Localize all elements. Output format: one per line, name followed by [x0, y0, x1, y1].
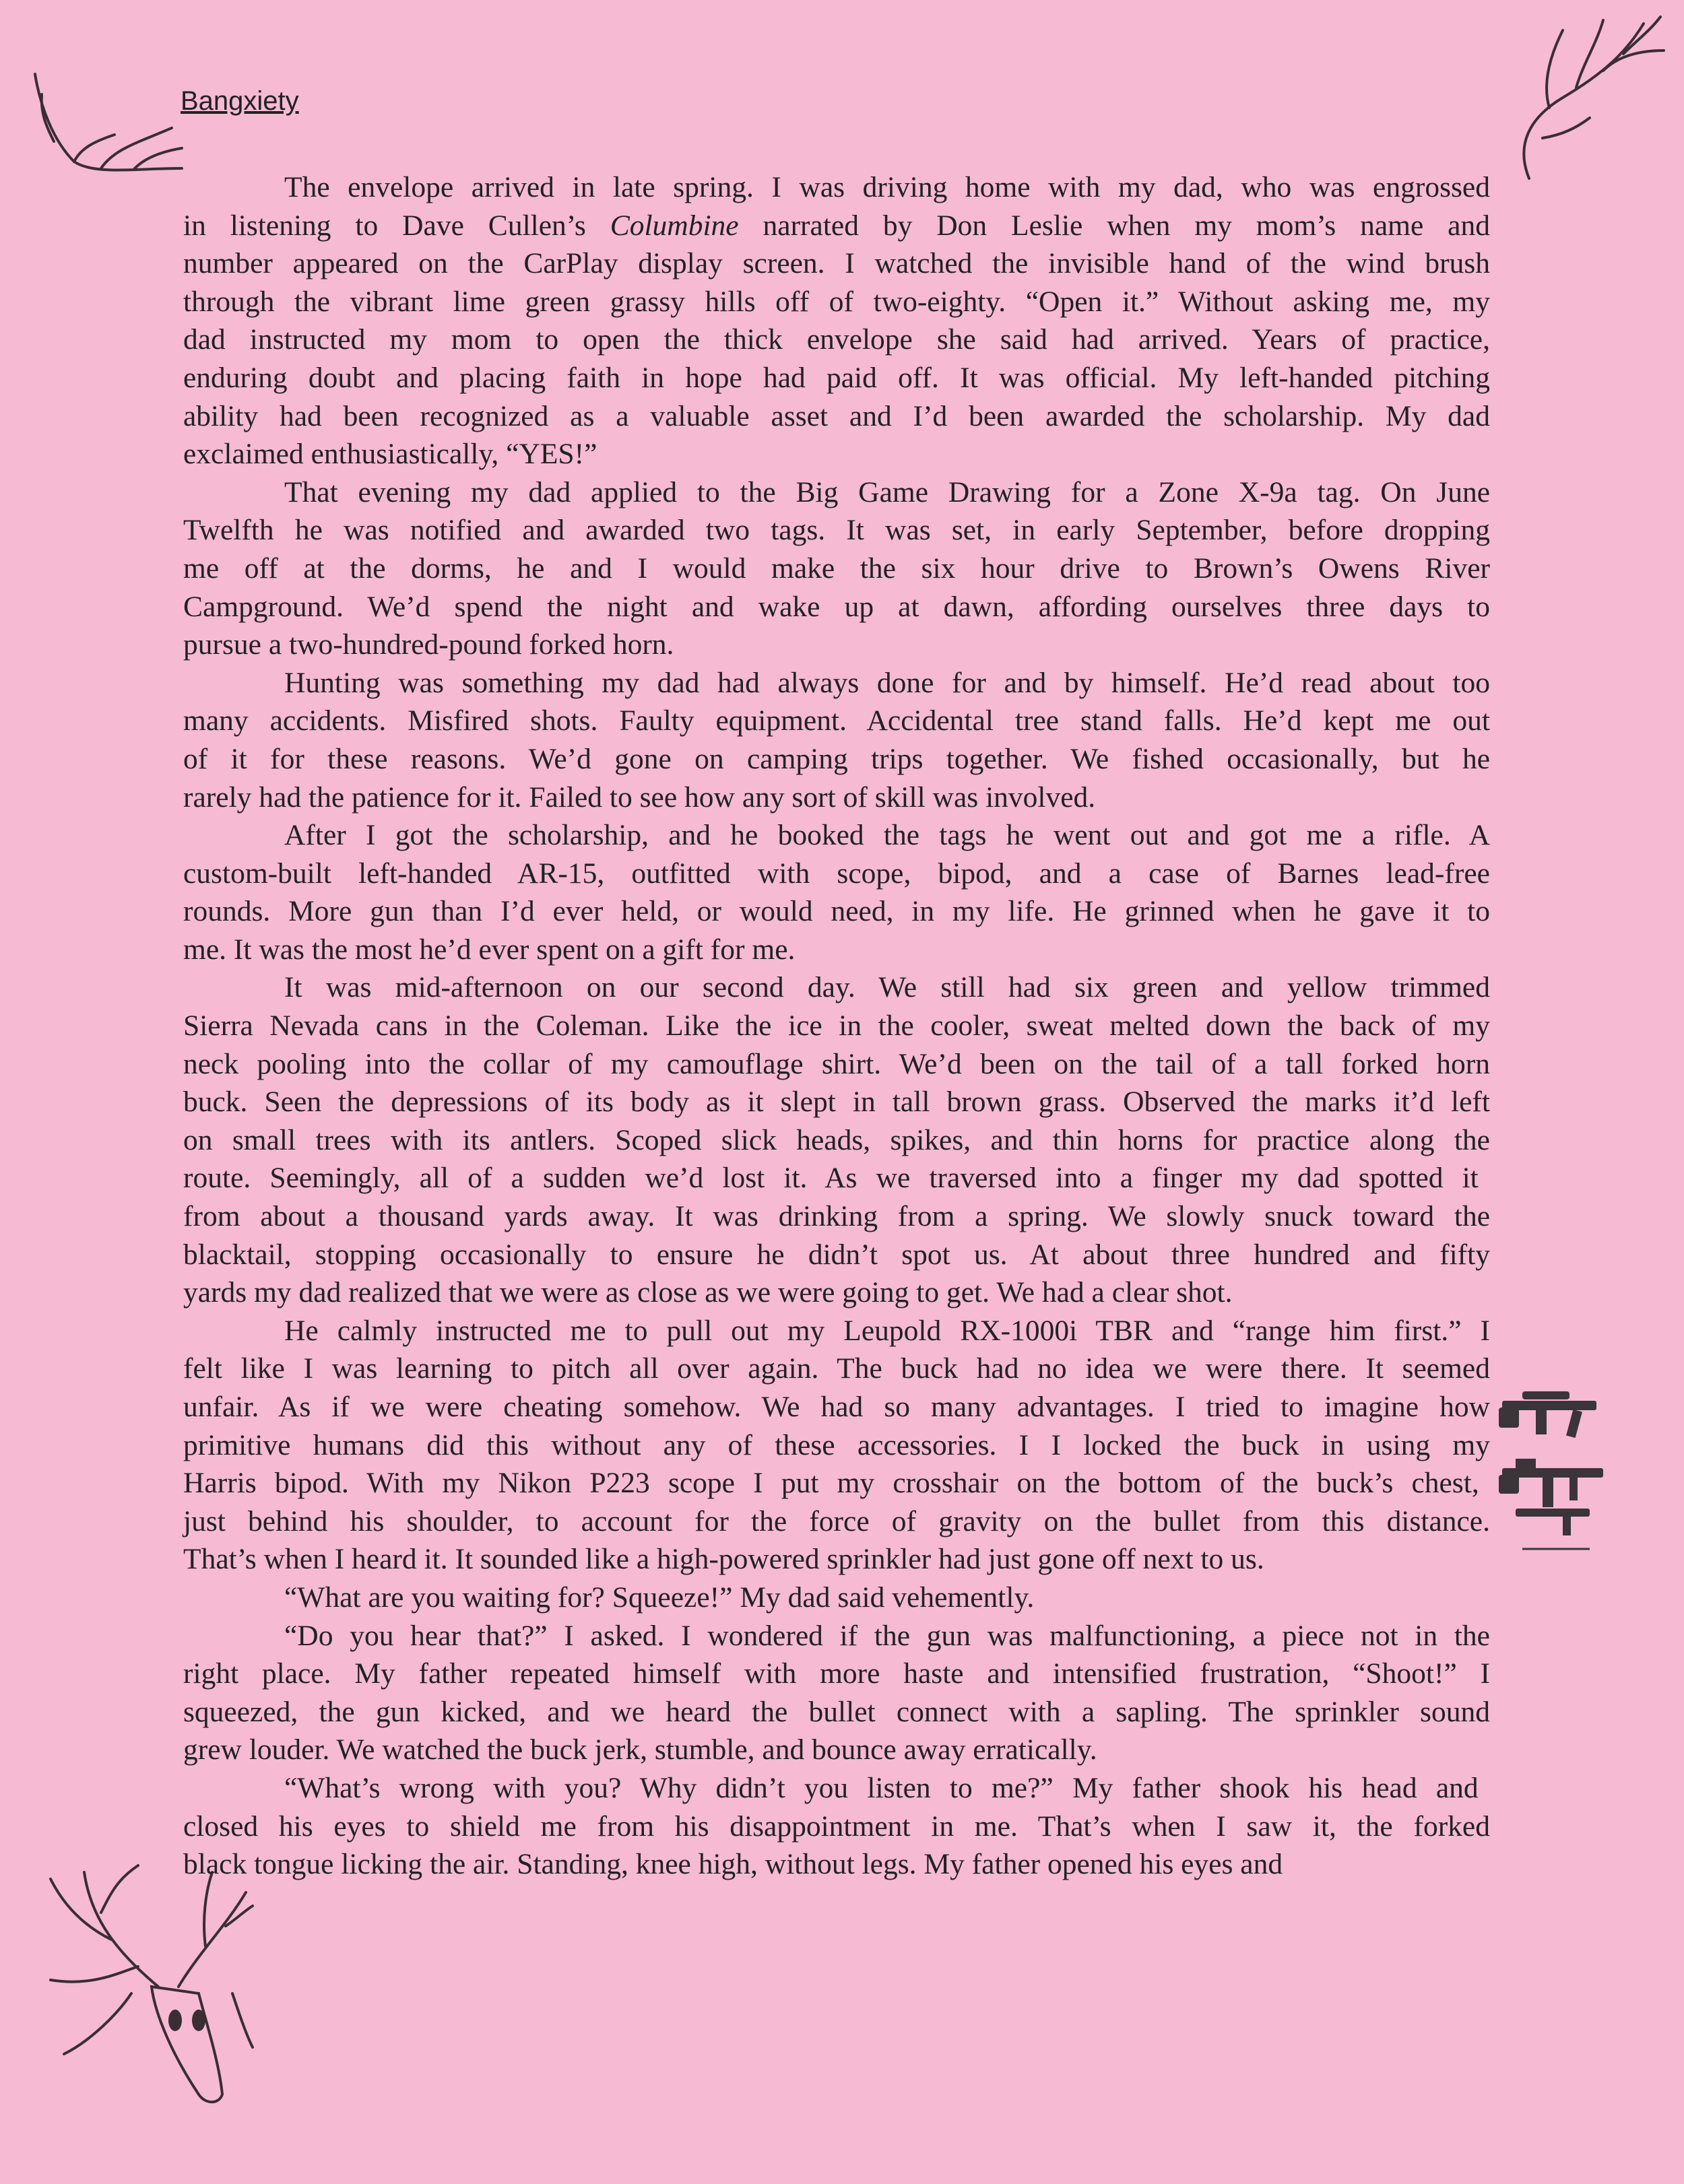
text-line: That evening my dad applied to the Big Game Drawing for a Zone X-9a tag. On June [284, 475, 1490, 508]
text-line: custom-built left-handed AR-15, outfitted with scope, bipod, and a case of Barnes lead-free [183, 857, 1490, 890]
text-line: yards my dad realized that we were as close as we were going to get. We had a clear shot. [183, 1276, 1233, 1309]
text-line: blacktail, stopping occasionally to ensure he didn’t spot us. At about three hundred and fifty [183, 1238, 1490, 1271]
text-line: enduring doubt and placing faith in hope had paid off. It was official. My left-handed pitching [183, 361, 1490, 394]
text-line: unfair. As if we were cheating somehow. We had so many advantages. I tried to imagine how [183, 1391, 1490, 1423]
text-line: me. It was the most he’d ever spent on a gift for me. [183, 933, 796, 966]
text-line: on small trees with its antlers. Scoped slick heads, spikes, and thin horns for practice along the [183, 1123, 1490, 1156]
text-line: many accidents. Misfired shots. Faulty equipment. Accidental tree stand falls. He’d kept me out [183, 704, 1490, 737]
text-line: After I got the scholarship, and he booked the tags he went out and got me a rifle. A [284, 819, 1490, 852]
text-line: in listening to Dave Cullen’s Columbine narrated by Don Leslie when my mom’s name and [183, 209, 1490, 242]
text-line: exclaimed enthusiastically, “YES!” [183, 438, 597, 471]
text-line: from about a thousand yards away. It was drinking from a spring. We slowly snuck toward the [183, 1200, 1490, 1233]
essay-body [183, 168, 1490, 1884]
text-line: closed his eyes to shield me from his disappointment in me. That’s when I saw it, the forked [183, 1810, 1490, 1843]
text-line: Sierra Nevada cans in the Coleman. Like the ice in the cooler, sweat melted down the back of my [183, 1010, 1490, 1043]
text-line: squeezed, the gun kicked, and we heard the bullet connect with a sapling. The sprinkler sound [183, 1695, 1490, 1728]
text-line: dad instructed my mom to open the thick envelope she said had arrived. Years of practice, [183, 323, 1490, 356]
text-line: just behind his shoulder, to account for the force of gravity on the bullet from this distance. [183, 1504, 1490, 1537]
text-line: rarely had the patience for it. Failed to see how any sort of skill was involved. [183, 781, 1096, 814]
text-line: pursue a two-hundred-pound forked horn. [183, 628, 674, 661]
antler-icon [1502, 10, 1671, 185]
text-line: ability had been recognized as a valuable asset and I’d been awarded the scholarship. My dad [183, 399, 1490, 432]
text-line: route. Seemingly, all of a sudden we’d lost it. As we traversed into a finger my dad spotted it [183, 1162, 1479, 1195]
deer-skull-icon [37, 1852, 259, 2115]
text-line: primitive humans did this without any of these accessories. I I locked the buck in using my [183, 1428, 1490, 1461]
text-line: right place. My father repeated himself with more haste and intensified frustration, “Shoot!” I [183, 1657, 1490, 1690]
text-line: “Do you hear that?” I asked. I wondered if the gun was malfunctioning, a piece not in the [284, 1619, 1490, 1652]
page-title: Bangxiety [181, 86, 299, 116]
text-line: through the vibrant lime green grassy hills off of two-eighty. “Open it.” Without asking me, my [183, 285, 1490, 318]
text-line: That’s when I heard it. It sounded like a high-powered sprinkler had just gone off next to us. [183, 1543, 1264, 1576]
text-line: He calmly instructed me to pull out my Leupold RX-1000i TBR and “range him first.” I [284, 1314, 1490, 1347]
text-line: Campground. We’d spend the night and wake up at dawn, affording ourselves three days to [183, 590, 1490, 623]
text-line: grew louder. We watched the buck jerk, stumble, and bounce away erratically. [183, 1733, 1097, 1766]
text-line: black tongue licking the air. Standing, knee high, without legs. My father opened his eyes and [183, 1848, 1283, 1881]
text-line: “What’s wrong with you? Why didn’t you listen to me?” My father shook his head and [284, 1771, 1479, 1804]
text-line: rounds. More gun than I’d ever held, or would need, in my life. He grinned when he gave it to [183, 895, 1490, 928]
text-line: me off at the dorms, he and I would make the six hour drive to Brown’s Owens River [183, 552, 1490, 585]
rifle-icon [1495, 1387, 1617, 1556]
antler-icon [27, 67, 195, 182]
text-line: Harris bipod. With my Nikon P223 scope I put my crosshair on the bottom of the buck’s chest, [183, 1467, 1479, 1500]
text-line: number appeared on the CarPlay display screen. I watched the invisible hand of the wind brush [183, 247, 1490, 280]
text-line: Twelfth he was notified and awarded two tags. It was set, in early September, before dropping [183, 514, 1490, 547]
text-line: of it for these reasons. We’d gone on camping trips together. We fished occasionally, but he [183, 742, 1490, 775]
text-line: neck pooling into the collar of my camouflage shirt. We’d been on the tail of a tall forked horn [183, 1047, 1490, 1080]
book-title: Columbine [610, 209, 739, 242]
text-line: “What are you waiting for? Squeeze!” My dad said vehemently. [284, 1581, 1035, 1614]
text-line: It was mid-afternoon on our second day. We still had six green and yellow trimmed [284, 971, 1490, 1004]
text-line: The envelope arrived in late spring. I was driving home with my dad, who was engrossed [284, 171, 1490, 203]
text-line: felt like I was learning to pitch all over again. The buck had no idea we were there. It seemed [183, 1352, 1490, 1385]
text-line: Hunting was something my dad had always done for and by himself. He’d read about too [284, 666, 1490, 699]
text-line: buck. Seen the depressions of its body as it slept in tall brown grass. Observed the marks it’d left [183, 1086, 1490, 1119]
